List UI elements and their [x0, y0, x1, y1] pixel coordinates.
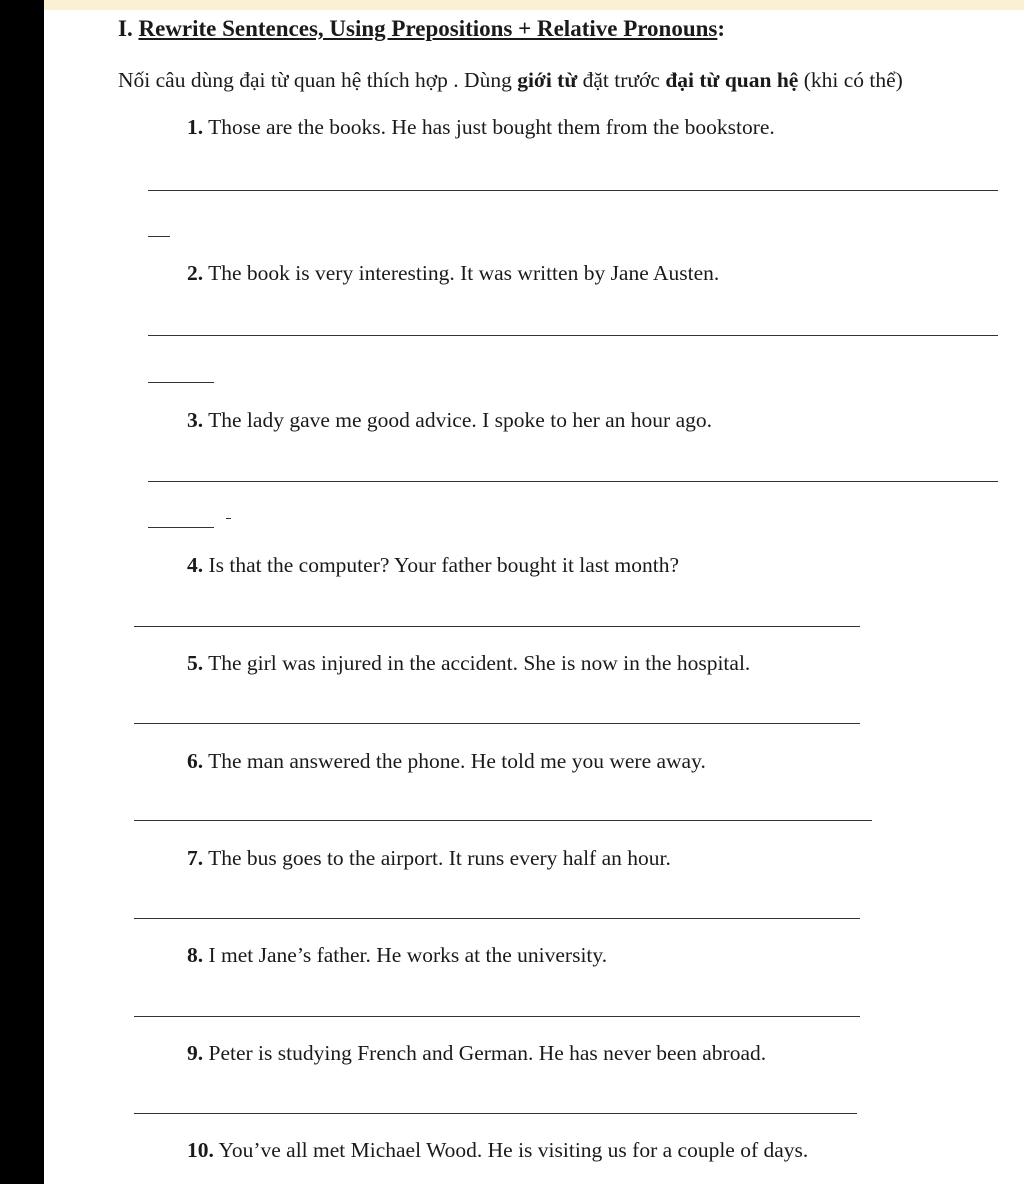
question-item: 5. The girl was injured in the accident. She is now in the hospital.	[187, 651, 751, 675]
answer-line[interactable]	[134, 918, 860, 919]
question-item: 4. Is that the computer? Your father bought it last month?	[187, 553, 680, 577]
instruction-text: Nối câu dùng đại từ quan hệ thích hợp . Dùng giới từ đặt trước đại từ quan hệ (khi có thể)	[118, 68, 903, 92]
section-title: I. Rewrite Sentences, Using Prepositions + Relative Pronouns:	[118, 16, 726, 41]
answer-line[interactable]	[148, 190, 998, 191]
question-item: 10. You’ve all met Michael Wood. He is visiting us for a couple of days.	[187, 1138, 809, 1162]
question-item: 1. Those are the books. He has just bought them from the bookstore.	[187, 115, 775, 139]
answer-line[interactable]	[148, 335, 998, 336]
question-item: 9. Peter is studying French and German. He has never been abroad.	[187, 1041, 767, 1065]
answer-line-continuation[interactable]	[148, 527, 214, 528]
top-highlight-strip	[44, 0, 1024, 10]
answer-line[interactable]	[134, 1113, 857, 1114]
stray-mark	[226, 518, 231, 519]
question-item: 7. The bus goes to the airport. It runs every half an hour.	[187, 846, 671, 870]
question-item: 8. I met Jane’s father. He works at the university.	[187, 943, 608, 967]
answer-line-continuation[interactable]	[148, 382, 214, 383]
question-item: 6. The man answered the phone. He told me you were away.	[187, 749, 706, 773]
question-item: 3. The lady gave me good advice. I spoke to her an hour ago.	[187, 408, 713, 432]
left-border	[0, 0, 44, 1184]
question-item: 2. The book is very interesting. It was written by Jane Austen.	[187, 261, 720, 285]
answer-line[interactable]	[134, 820, 872, 821]
answer-line-continuation[interactable]	[148, 236, 170, 237]
worksheet-page	[44, 10, 1024, 1184]
answer-line[interactable]	[134, 626, 860, 627]
answer-line[interactable]	[134, 723, 860, 724]
answer-line[interactable]	[134, 1016, 860, 1017]
answer-line[interactable]	[148, 481, 998, 482]
